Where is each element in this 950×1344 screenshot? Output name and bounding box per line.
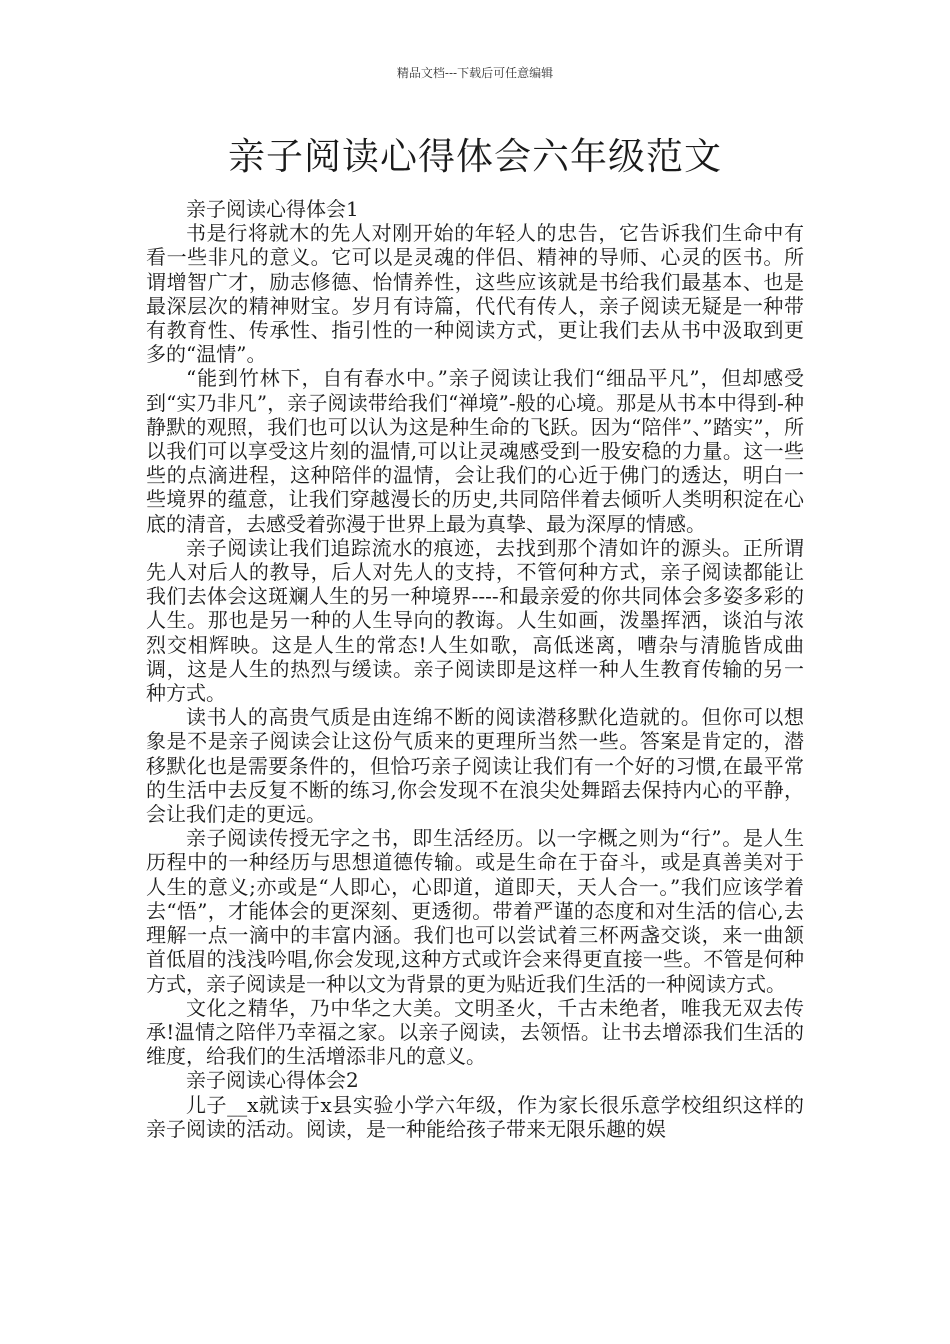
section-heading-1: 亲子阅读心得体会1 <box>186 197 359 221</box>
document-body <box>146 197 804 1141</box>
paragraph: 读书人的高贵气质是由连绵不断的阅读潜移默化造就的。但你可以想象是不是亲子阅读会让这份气质来的更理所当然一些。答案是肯定的，潜移默化也是需要条件的，但恰巧亲子阅读让我们有一个好的习惯,在最平常的生活中去反复不断的练习,你会发现不在浪尖处舞蹈去保持内心的平静，会让我们走的更远。 <box>146 705 804 827</box>
paragraph: 文化之精华，乃中华之大美。文明圣火，千古未绝者，唯我无双去传承!温情之陪伴乃幸福之家。以亲子阅读，去领悟。让书去增添我们生活的维度，给我们的生活增添非凡的意义。 <box>146 995 804 1069</box>
paragraph: 亲子阅读让我们追踪流水的痕迹，去找到那个清如许的源头。正所谓先人对后人的教导，后人对先人的支持，不管何种方式，亲子阅读都能让我们去体会这斑斓人生的另一种境界----和最亲爱的你共同体会多姿多彩的人生。那也是另一种的人生导向的教诲。人生如画，泼墨挥洒，谈泊与浓烈交相辉映。这是人生的常态!人生如歌，高低迷离，嘈杂与清脆皆成曲调，这是人生的热烈与缓读。亲子阅读即是这样一种人生教育传输的另一种方式。 <box>146 535 804 706</box>
paragraph: 儿子__x就读于x县实验小学六年级，作为家长很乐意学校组织这样的亲子阅读的活动。阅读，是一种能给孩子带来无限乐趣的娱 <box>146 1092 804 1141</box>
paragraph: 书是行将就木的先人对刚开始的年轻人的忠告，它告诉我们生命中有看一些非凡的意义。它可以是灵魂的伴侣、精神的导师、心灵的医书。所谓增智广才，励志修德、怡情养性，这些应该就是书给我们最基本、也是最深层次的精神财宝。岁月有诗篇，代代有传人，亲子阅读无疑是一种带有教育性、传承性、指引性的一种阅读方式，更让我们去从书中汲取到更多的“温情”。 <box>146 221 804 367</box>
paragraph: “能到竹林下，自有春水中。”亲子阅读让我们“细品平凡”，但却感受到“实乃非凡”，亲子阅读带给我们“禅境”-般的心境。那是从书本中得到-种静默的观照，我们也可以认为这是种生命的飞跃。因为“陪伴”、”踏实”，所以我们可以享受这片刻的温情,可以让灵魂感受到一股安稳的力量。这一些些的点滴进程，这种陪伴的温情，会让我们的心近于佛门的透达，明白一些境界的蕴意，让我们穿越漫长的历史,共同陪伴着去倾听人类明积淀在心底的清音，去感受着弥漫于世界上最为真挚、最为深厚的情感。 <box>146 366 804 536</box>
document-title: 亲子阅读心得体会六年级范文 <box>228 135 722 178</box>
section-heading-2: 亲子阅读心得体会2 <box>186 1068 359 1093</box>
page-header: 精品文档---下载后可任意编辑 <box>396 66 554 80</box>
paragraph: 亲子阅读传授无字之书，即生活经历。以一字概之则为“行”。是人生历程中的一种经历与思想道德传输。或是生命在于奋斗，或是真善美对于人生的意义;亦或是“人即心，心即道，道即天，天人合一。”我们应该学着去“悟”，才能体会的更深刻、更透彻。带着严谨的态度和对生活的信心,去理解一点一滴中的丰富内涵。我们也可以尝试着三杯两盏交谈，来一曲颔首低眉的浅浅吟唱,你会发现,这种方式或许会来得更直接一些。不管是何种方式，亲子阅读是一种以文为背景的更为贴近我们生活的一种阅读方式。 <box>146 826 804 996</box>
